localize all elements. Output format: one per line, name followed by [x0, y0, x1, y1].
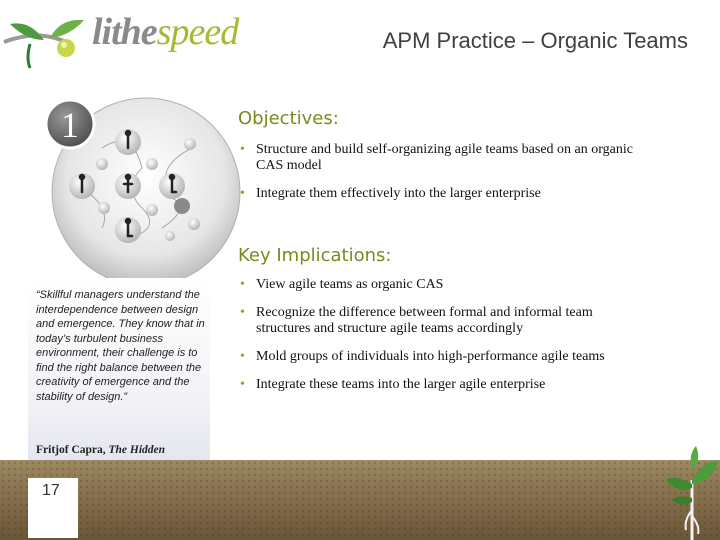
- footer-band: [0, 460, 720, 540]
- quote-text: “Skillful managers understand the interdependence between design and emergence. They know that in today’s turbulent business environment, their challenge is to find the right balance between the creativity of emergence and the stability of design.”: [36, 289, 205, 403]
- implications-list: [238, 277, 638, 405]
- implication-text: Integrate these teams into the larger agile enterprise: [256, 377, 546, 392]
- implication-item: [238, 349, 638, 365]
- implication-item: [238, 305, 638, 337]
- objective-text: Integrate them effectively into the larger enterprise: [256, 186, 541, 201]
- lithespeed-logo: [0, 0, 250, 80]
- logo-wordmark: [92, 10, 238, 54]
- bullet-icon: •: [240, 277, 245, 292]
- step-number: 1: [61, 105, 79, 145]
- slide-title: APM Practice – Organic Teams: [382, 28, 688, 53]
- bullet-icon: •: [240, 349, 245, 364]
- bullet-icon: •: [240, 305, 245, 320]
- implication-text: Mold groups of individuals into high-performance agile teams: [256, 349, 605, 364]
- quote-book-title: The Hidden: [108, 444, 166, 456]
- objectives-heading: Objectives:: [238, 108, 339, 129]
- bullet-icon: •: [240, 186, 245, 201]
- quote-author: Fritjof Capra,: [36, 444, 109, 456]
- team-circle-diagram: [42, 88, 242, 288]
- quote-box: [28, 278, 210, 480]
- bullet-icon: •: [240, 142, 245, 157]
- objectives-list: [238, 142, 648, 214]
- sprout-icon: [662, 440, 720, 540]
- implication-text: View agile teams as organic CAS: [256, 277, 444, 292]
- objective-item: [238, 186, 648, 202]
- bullet-icon: •: [240, 377, 245, 392]
- objective-text: Structure and build self-organizing agile teams based on an organic CAS model: [256, 142, 633, 173]
- implication-item: [238, 277, 638, 293]
- implication-text: Recognize the difference between formal and informal team structures and structure agile teams accordingly: [256, 305, 593, 336]
- page-number-box: [28, 478, 78, 538]
- page-number: 17: [42, 482, 60, 499]
- logo-text-speed: speed: [156, 11, 239, 53]
- implication-item: [238, 377, 638, 393]
- footer-texture: [0, 460, 720, 540]
- key-implications-heading: Key Implications:: [238, 245, 392, 266]
- logo-text-lithe: lithe: [92, 11, 157, 53]
- objective-item: [238, 142, 648, 174]
